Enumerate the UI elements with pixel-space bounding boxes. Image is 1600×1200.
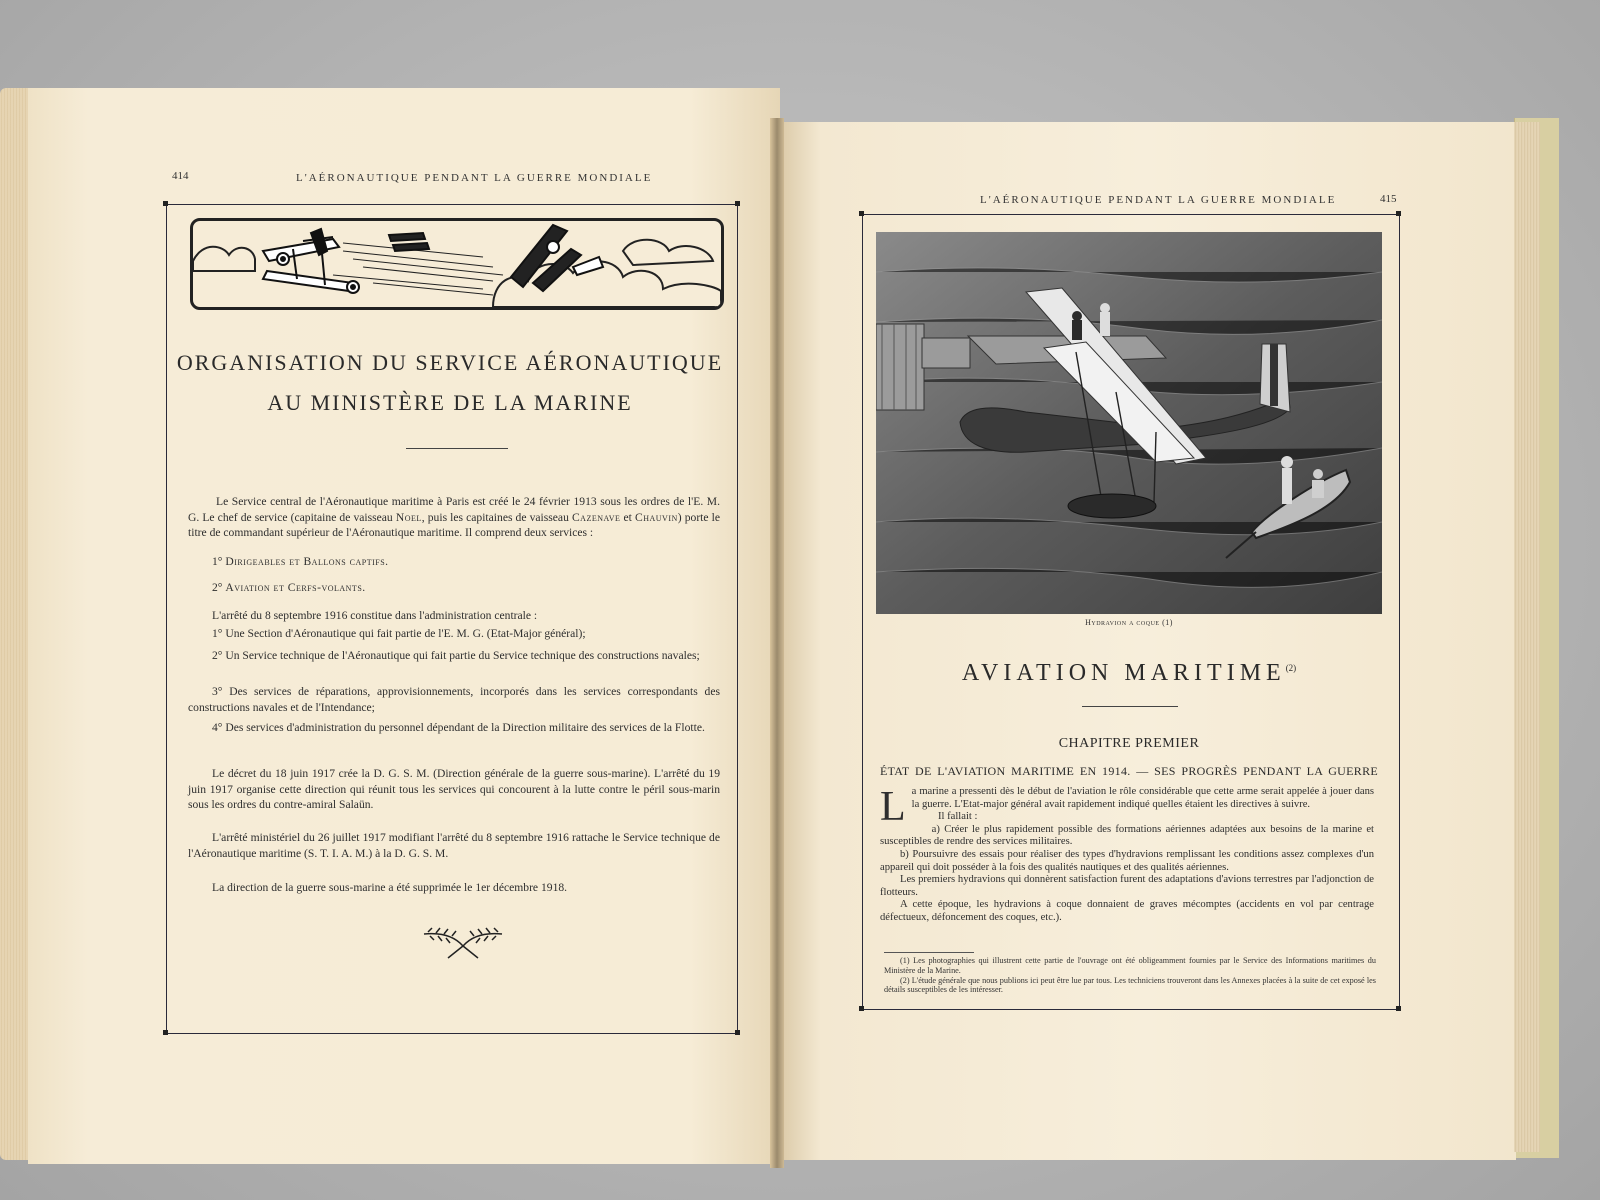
drop-cap: L — [880, 784, 906, 830]
left-body-paragraph-3 — [188, 626, 720, 642]
frame-corner — [163, 201, 168, 206]
laurel-ornament-icon — [418, 924, 508, 960]
para2: L'arrêté du 8 septembre 1916 constitue dans l'administration centrale : — [212, 609, 538, 622]
right-title-text: AVIATION MARITIME — [961, 660, 1286, 686]
right-para-6: A cette époque, les hydravions à coque donnaient de graves mécomptes (accidents en vol par centrage défectueux, défoncement des coques, etc.). — [880, 899, 1374, 923]
frame-corner — [859, 1006, 864, 1011]
left-body-paragraph-9 — [188, 880, 720, 896]
frame-corner — [735, 1030, 740, 1035]
title-footnote-mark: (2) — [1285, 663, 1297, 673]
aircraft-illustration — [193, 221, 721, 307]
frame-corner — [735, 201, 740, 206]
right-page-number: 415 — [1380, 193, 1397, 205]
chapter-heading: CHAPITRE PREMIER — [1058, 736, 1200, 751]
list-item-2-number: 2° — [212, 581, 223, 594]
list-item-1-text: Dirigeables et Ballons captifs. — [225, 555, 389, 568]
para4: 2° Un Service technique de l'Aéronautique qui fait partie du Service technique des constructions navales; — [212, 649, 700, 662]
left-title-line-1: ORGANISATION DU SERVICE AÉRONAUTIQUE — [176, 350, 724, 375]
para1-text-b: , puis les capitaines de vaisseau — [421, 510, 572, 524]
right-para-1: a marine a pressenti dès le début de l'aviation le rôle considérable que cette arme serait appelée à jouer dans la guerre. L'Etat-major général avait rapidement indiqué quelles étaient les directives à suivre. — [911, 786, 1374, 810]
right-para-4: b) Poursuivre des essais pour réaliser des types d'hydravions remplissant les conditions assez complexes d'un appareil qui doit posséder à la fois des qualités nautiques et des qualités aériennes. — [880, 848, 1374, 873]
right-title — [876, 660, 1382, 687]
right-para-2: Il fallait : — [938, 811, 978, 823]
para8: L'arrêté ministériel du 26 juillet 1917 modifiant l'arrêté du 8 septembre 1916 rattache le Service technique de l'Aéronautique maritime (S. T. I. A. M.) à la D. G. S. M. — [188, 831, 720, 860]
aircraft-illustration-banner — [190, 218, 724, 310]
left-body-paragraph-4 — [188, 648, 720, 664]
right-running-head: L'AÉRONAUTIQUE PENDANT LA GUERRE MONDIALE — [980, 194, 1337, 206]
para1-text-c: et — [620, 510, 635, 524]
footnote-2: (2) L'étude générale que nous publions ici peut être lue par tous. Les techniciens trouveront dans les Annexes placées à la suite de cet exposé les détails susceptibles de les intéresser. — [884, 975, 1376, 995]
book-gutter — [770, 118, 784, 1168]
name-cazenave: Cazenave — [571, 510, 621, 524]
footnote-rule — [884, 952, 974, 953]
para7: Le décret du 18 juin 1917 crée la D. G. S. M. (Direction générale de la guerre sous-marine). L'arrêté du 19 juin 1917 organise cette direction qui réunit tous les services qui concourent à la lutte contre le péril sous-marin sous les ordres du contre-amiral Salaün. — [188, 767, 720, 811]
para3: 1° Une Section d'Aéronautique qui fait partie de l'E. M. G. (Etat-Major général); — [212, 627, 586, 640]
seaplane-photograph — [876, 232, 1382, 614]
photo-caption — [876, 618, 1382, 627]
right-body-text — [880, 786, 1374, 925]
footnotes — [884, 956, 1376, 995]
name-noel: Noel — [395, 510, 422, 524]
photo-caption-text: Hydravion a coque (1) — [1085, 618, 1173, 627]
para5: 3° Des services de réparations, approvisionnements, incorporés dans les services correspondants des constructions navales et de l'Intendance; — [188, 685, 720, 714]
list-item-2-text: Aviation et Cerfs-volants. — [225, 581, 366, 594]
list-item-1 — [212, 554, 712, 570]
seaplane-photo-image — [876, 232, 1382, 614]
left-body-paragraph-8 — [188, 830, 720, 861]
left-running-head: L'AÉRONAUTIQUE PENDANT LA GUERRE MONDIALE — [296, 172, 653, 184]
left-page-number: 414 — [172, 170, 189, 182]
para1-text-d: ) porte le titre de commandant supérieur de l'Aéronautique maritime. Il comprend deux services : — [188, 510, 720, 539]
right-para-3: a) Créer le plus rapidement possible des formations aériennes adaptées aux besoins de la marine et susceptibles de rendre des services militaires. — [880, 823, 1374, 848]
list-item-2 — [212, 580, 712, 596]
left-body-paragraph-1 — [188, 494, 720, 541]
para9: La direction de la guerre sous-marine a été supprimée le 1er décembre 1918. — [212, 881, 568, 894]
name-chauvin: Chauvin — [634, 510, 678, 524]
left-title-line-2: AU MINISTÈRE DE LA MARINE — [267, 390, 633, 415]
chapter-subheading: ÉTAT DE L'AVIATION MARITIME EN 1914. — SES PROGRÈS PENDANT LA GUERRE — [880, 764, 1378, 778]
frame-corner — [1396, 211, 1401, 216]
frame-corner — [1396, 1006, 1401, 1011]
para1-text-a: Le Service central de l'Aéronautique maritime à Paris est créé le 24 février 1913 sous les ordres de l'E. M. G. Le chef de service (capitaine de vaisseau — [188, 495, 720, 524]
para6: 4° Des services d'administration du personnel dépendant de la Direction militaire des services de la Flotte. — [212, 721, 705, 734]
left-body-paragraph-7 — [188, 766, 720, 813]
left-body-paragraph-5 — [188, 684, 720, 715]
frame-corner — [163, 1030, 168, 1035]
right-title-rule — [1082, 706, 1178, 707]
left-body-paragraph-2 — [188, 608, 720, 624]
page-edges-right — [1514, 122, 1540, 1152]
footnote-1: (1) Les photographies qui illustrent cette partie de l'ouvrage ont été obligeamment fournies par le Service des Informations maritimes du Ministère de la Marine. — [884, 956, 1376, 975]
frame-corner — [859, 211, 864, 216]
list-item-1-number: 1° — [212, 555, 223, 568]
left-body-paragraph-6 — [188, 720, 720, 736]
title-rule — [406, 448, 508, 449]
right-para-5: Les premiers hydravions qui donnèrent satisfaction furent des adaptations d'avions terrestres par l'adjonction de flotteurs. — [880, 874, 1374, 898]
